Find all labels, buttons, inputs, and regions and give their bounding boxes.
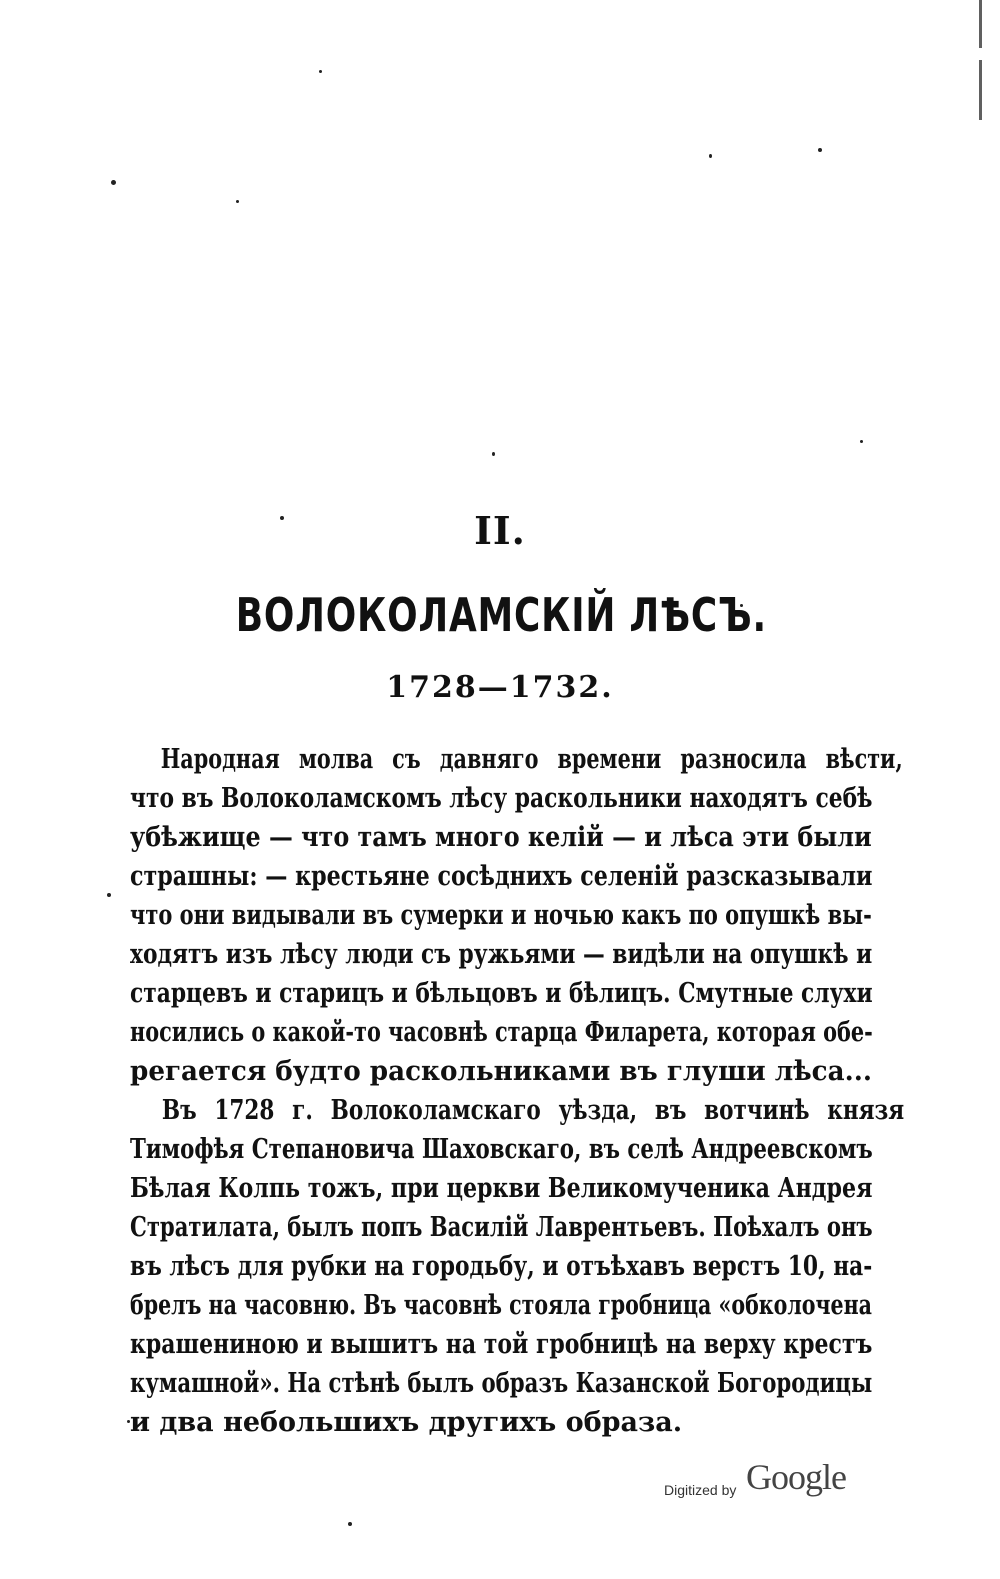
body-line: Бѣлая Колпь тожъ, при церкви Великомученика Андрея xyxy=(130,1173,873,1204)
body-line: старцевъ и старицъ и бѣльцовъ и бѣлицъ. Смутные слухи xyxy=(130,978,873,1009)
print-speck xyxy=(348,1522,352,1526)
body-line: убѣжище — что тамъ много келій — и лѣса эти были xyxy=(130,822,872,853)
chapter-title: ВОЛОКОЛАМСКІЙ ЛѢСЪ. xyxy=(235,588,767,642)
print-speck xyxy=(319,70,322,73)
body-line: регается будто раскольниками въ глуши лѣса... xyxy=(130,1056,872,1087)
page-edge-mark xyxy=(979,0,982,120)
body-line: страшны: — крестьяне сосѣднихъ селеній разсказывали xyxy=(130,861,873,892)
body-line: Стратилата, былъ попъ Василій Лаврентьевъ. Поѣхалъ онъ xyxy=(130,1212,873,1243)
body-line: и два небольшихъ другихъ образа. xyxy=(130,1407,683,1438)
print-speck xyxy=(236,200,239,203)
body-line: брелъ на часовню. Въ часовнѣ стояла гробница «обколочена xyxy=(130,1290,872,1321)
body-line: Народная молва съ давняго времени разносила вѣсти, xyxy=(160,744,903,775)
body-line: что они видывали въ сумерки и ночью какъ по опушкѣ вы- xyxy=(130,900,872,931)
print-speck xyxy=(111,180,116,185)
print-speck xyxy=(709,154,712,158)
body-line: въ лѣсъ для рубки на городьбу, и отъѣхавъ верстъ 10, на- xyxy=(130,1251,873,1282)
print-speck xyxy=(107,893,111,897)
body-line: что въ Волоколамскомъ лѣсу раскольники находятъ себѣ xyxy=(130,783,873,814)
print-speck xyxy=(860,440,863,443)
body-line: кумашной». На стѣнѣ былъ образъ Казанской Богородицы xyxy=(130,1368,873,1399)
digitized-label: Digitized by xyxy=(664,1482,737,1498)
body-line: Тимофѣя Степановича Шаховскаго, въ селѣ Андреевскомъ xyxy=(130,1134,873,1165)
chapter-years: 1728—1732. xyxy=(386,670,614,705)
body-line: Въ 1728 г. Волоколамскаго уѣзда, въ вотчинѣ князя xyxy=(161,1095,905,1126)
body-line: ходятъ изъ лѣсу люди съ ружьями — видѣли на опушкѣ и xyxy=(130,939,873,970)
digitized-watermark xyxy=(664,1456,884,1506)
print-speck xyxy=(818,148,822,152)
body-text xyxy=(130,740,905,1442)
body-line: носились о какой-то часовнѣ старца Филарета, которая обе- xyxy=(130,1017,873,1048)
chapter-number: II. xyxy=(474,508,526,553)
body-line: крашениною и вышитъ на той гробницѣ на верху крестъ xyxy=(130,1329,873,1360)
print-speck xyxy=(492,452,495,456)
google-logo: Google xyxy=(746,1457,846,1497)
